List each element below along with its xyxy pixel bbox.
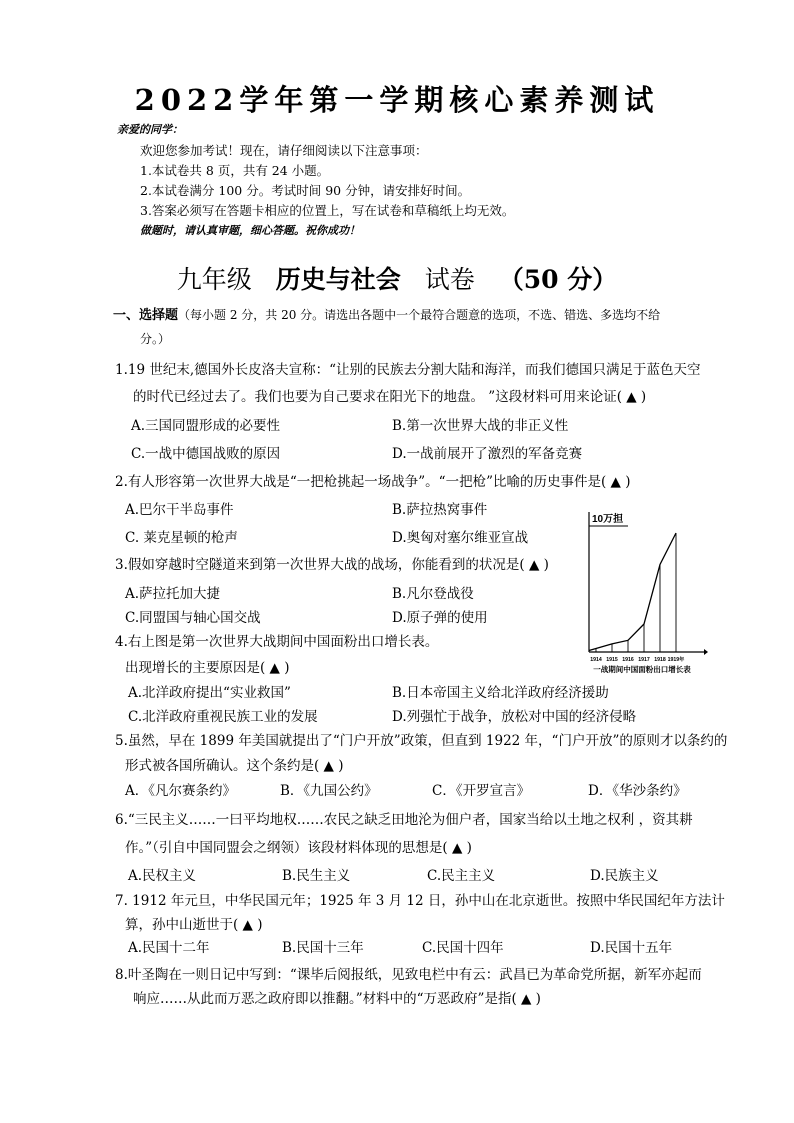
- q1-option-d[interactable]: D.一战前展开了激烈的军备竞赛: [392, 446, 583, 462]
- q4-option-c[interactable]: C.北洋政府重视民族工业的发展: [128, 709, 318, 725]
- q4-option-d[interactable]: D.列强忙于战争，放松对中国的经济侵略: [392, 709, 637, 725]
- q2-option-d[interactable]: D.奥匈对塞尔维亚宣战: [392, 530, 529, 546]
- question-8-text: 8.叶圣陶在一则日记中写到：“课毕后阅报纸，见致电栏中有云：武昌已为革命党所据，新军亦起而: [115, 967, 702, 983]
- intro-line: 欢迎您参加考试！现在，请仔细阅读以下注意事项：: [140, 143, 428, 158]
- x-tick-label: 1917: [638, 657, 650, 663]
- chart-caption: 一战期间中国面粉出口增长表: [593, 665, 691, 674]
- q6-option-b[interactable]: B.民生主义: [282, 868, 351, 884]
- question-3-text: 3.假如穿越时空隧道来到第一次世界大战的战场，你能看到的状况是( ▲ ): [115, 557, 549, 573]
- paper-label: 试卷: [424, 265, 475, 294]
- q7-option-b[interactable]: B.民国十三年: [282, 940, 364, 956]
- q3-option-c[interactable]: C.同盟国与轴心国交战: [125, 610, 261, 626]
- q2-option-c[interactable]: C. 莱克星顿的枪声: [125, 530, 238, 546]
- q6-option-a[interactable]: A.民权主义: [128, 868, 197, 884]
- question-5-text-cont: 形式被各国所确认。这个条约是( ▲ ): [125, 758, 344, 774]
- question-6-text-cont: 作。”（引自中国同盟会之纲领）该段材料体现的思想是( ▲ ): [125, 840, 472, 856]
- x-tick-label: 1914: [590, 657, 602, 663]
- series-line: [589, 533, 676, 651]
- q6-option-c[interactable]: C.民主主义: [427, 868, 496, 884]
- grade-label: 九年级: [176, 265, 252, 294]
- question-1-text: 1.19 世纪末,德国外长皮洛夫宣称：“让别的民族去分割大陆和海洋，而我们德国只满足于蓝色天空: [115, 362, 701, 378]
- intro-line: 1.本试卷共 8 页，共有 24 小题。: [140, 163, 330, 178]
- x-tick-label: 1918: [654, 657, 666, 663]
- question-7-text: 7. 1912 年元旦，中华民国元年；1925 年 3 月 12 日，孙中山在北京逝世。按照中华民国纪年方法计: [115, 893, 725, 909]
- x-tick-label: 1915: [606, 657, 618, 663]
- page-title: 2022学年第一学期核心素养测试: [134, 83, 660, 117]
- q5-option-d[interactable]: D．《华沙条约》: [588, 783, 687, 799]
- section-note: （每小题 2 分，共 20 分。请选出各题中一个最符合题意的选项，不选、错选、多选均不给: [178, 308, 661, 322]
- q1-option-b[interactable]: B.第一次世界大战的非正义性: [392, 418, 569, 434]
- paper-subtitle: [0, 260, 794, 296]
- question-2-text: 2.有人形容第一次世界大战是“一把枪挑起一场战争”。“一把枪”比喻的历史事件是( ▲ ): [115, 474, 631, 490]
- q4-option-b[interactable]: B.日本帝国主义给北洋政府经济援助: [392, 685, 609, 701]
- section-note-cont: 分。）: [140, 332, 171, 346]
- question-4-text: 4.右上图是第一次世界大战期间中国面粉出口增长表。: [115, 634, 439, 650]
- q5-option-a[interactable]: A．《凡尔赛条约》: [125, 783, 236, 799]
- q3-option-b[interactable]: B.凡尔登战役: [392, 586, 474, 602]
- q6-option-d[interactable]: D.民族主义: [590, 868, 659, 884]
- q7-option-d[interactable]: D.民国十五年: [590, 940, 673, 956]
- question-8-text-cont: 响应……从此而万恶之政府即以推翻。”材料中的“万恶政府”是指( ▲ ): [133, 991, 541, 1007]
- intro-line: 3.答案必须写在答题卡相应的位置上，写在试卷和草稿纸上均无效。: [140, 203, 515, 218]
- q7-option-a[interactable]: A.民国十二年: [128, 940, 210, 956]
- question-7-text-cont: 算，孙中山逝世于( ▲ ): [125, 917, 263, 933]
- q1-option-a[interactable]: A.三国同盟形成的必要性: [131, 418, 281, 434]
- question-1-text-cont: 的时代已经过去了。我们也要为自己要求在阳光下的地盘。 ”这段材料可用来论证( ▲ ): [133, 389, 647, 405]
- x-tick-label: 1916: [622, 657, 634, 663]
- intro-greeting: 亲爱的同学：: [117, 123, 183, 136]
- intro-line: 2.本试卷满分 100 分。考试时间 90 分钟，请安排好时间。: [140, 183, 471, 198]
- flour-export-chart: [580, 500, 710, 680]
- intro-closing: 做题时，请认真审题，细心答题。祝你成功！: [140, 224, 360, 237]
- question-6-text: 6.“三民主义……一曰平均地权……农民之缺乏田地沦为佃户者，国家当给以土地之权利 ，资其耕: [115, 812, 693, 828]
- question-5-text: 5.虽然，早在 1899 年美国就提出了“门户开放”政策，但直到 1922 年，“门户开放”的原则才以条约的: [115, 733, 728, 749]
- q2-option-b[interactable]: B.萨拉热窝事件: [392, 502, 488, 518]
- subject-label: 历史与社会: [275, 265, 401, 294]
- q1-option-c[interactable]: C.一战中德国战败的原因: [131, 446, 281, 462]
- score-label: （50 分）: [498, 265, 618, 294]
- section-label: 一、选择题: [113, 308, 179, 323]
- question-4-text-cont: 出现增长的主要原因是( ▲ ): [125, 660, 290, 676]
- q2-option-a[interactable]: A.巴尔干半岛事件: [125, 502, 234, 518]
- x-tick-label: 1919年: [667, 657, 685, 663]
- q5-option-c[interactable]: C．《开罗宣言》: [432, 783, 531, 799]
- x-axis-arrow: [704, 649, 708, 655]
- q3-option-a[interactable]: A.萨拉托加大捷: [125, 586, 221, 602]
- q5-option-b[interactable]: B．《九国公约》: [280, 783, 378, 799]
- q7-option-c[interactable]: C.民国十四年: [422, 940, 504, 956]
- q4-option-a[interactable]: A.北洋政府提出“实业救国”: [128, 685, 291, 701]
- y-axis-label: 10万担: [592, 514, 624, 525]
- q3-option-d[interactable]: D.原子弹的使用: [392, 610, 488, 626]
- section-heading: [113, 304, 660, 323]
